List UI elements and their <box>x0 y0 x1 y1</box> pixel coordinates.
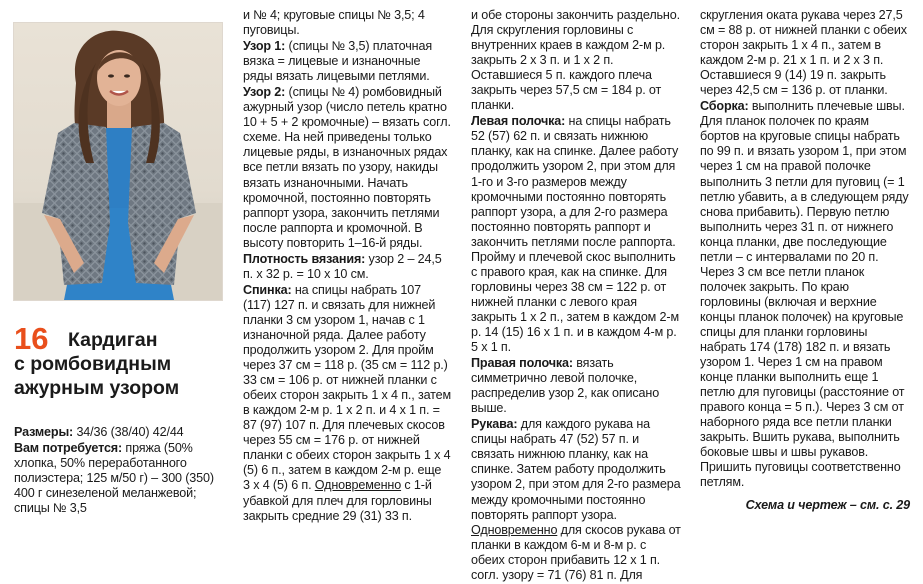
materials-paragraph <box>14 441 224 516</box>
sleeves-simultaneously: Одновременно <box>471 522 558 537</box>
cardigan-photo-illustration <box>14 23 222 300</box>
materials-label: Вам потребуется: <box>14 441 123 456</box>
column-2 <box>471 8 681 584</box>
column-0 <box>14 425 224 517</box>
sleeves-continued: скругления оката рукава через 27,5 см = 88 р. от нижней планки с обеих сторон закрыть 1 х 4 п., затем в каждом 2-м р. 21 х 1 п. и 2 х 3 п. Оставшиеся 9 (14) 19 п. закрыть через 42,5 см = 136 р. от планки. <box>700 8 907 98</box>
column-1 <box>243 8 451 525</box>
pattern-1-text: (спицы № 3,5) платочная вязка = лицевые и изнаночные ряды вязать лицевыми петлями. <box>243 39 432 84</box>
materials-text: пряжа (50% хлопка, 50% переработанного полиэстера; 125 м/50 г) – 300 (350) 400 г синезеленой меланжевой; спицы № 3,5 <box>14 441 214 516</box>
article-number: 16 <box>14 321 49 356</box>
column-3 <box>700 8 910 514</box>
sleeves-paragraph <box>471 417 681 583</box>
assembly-paragraph <box>700 99 910 490</box>
model-photo <box>13 22 223 301</box>
density-text: узор 2 – 24,5 п. х 32 р. = 10 х 10 см. <box>243 251 442 281</box>
left-front-paragraph <box>471 114 681 355</box>
back-continued: и обе стороны закончить раздельно. Для скругления горловины с внутренних краев в каждом 2-м р. закрыть 2 х 3 п. и 1 х 2 п. Оставшиеся 5 п. каждого плеча закрыть через 57,5 см = 184 р. от планки. <box>471 8 680 113</box>
back-tail: с 1-й убавкой для плеч для горловины закрыть средние 29 (31) 33 п. <box>243 478 432 523</box>
chart-reference: Схема и чертеж – см. с. 29 <box>745 497 910 512</box>
sizes-label: Размеры: <box>14 425 74 439</box>
pattern-2-paragraph <box>243 85 451 251</box>
back-simultaneously: Одновременно <box>314 478 402 493</box>
materials-continued: и № 4; круговые спицы № 3,5; 4 пуговицы. <box>243 8 425 38</box>
sleeves-text: для каждого рукава на спицы набрать 47 (52) 57 п. и связать нижнюю планку, как на спинке. Затем работу продолжить узором 2, при этом для 2-го размера между кромочными постоянно повторять раппорт узора. <box>471 417 681 522</box>
density-label: Плотность вязания: <box>243 251 366 266</box>
left-front-label: Левая полочка: <box>471 114 566 129</box>
back-label: Спинка: <box>243 282 292 297</box>
density-paragraph <box>243 252 451 282</box>
sleeves-tail: для скосов рукава от планки в каждом 6-м и 8-м р. с обеих сторон прибавить 12 х 1 п. согл. узору = 71 (76) 81 п. Для <box>471 522 681 582</box>
title-line-2: с ромбовидным <box>14 353 172 375</box>
assembly-label: Сборка: <box>700 99 749 114</box>
pattern-2-label: Узор 2: <box>243 85 286 100</box>
back-paragraph <box>243 283 451 524</box>
right-front-text: вязать симметрично левой полочке, распределив узор 2, как описано выше. <box>471 356 660 416</box>
pattern-1-paragraph <box>243 39 451 84</box>
sleeves-label: Рукава: <box>471 417 518 432</box>
left-front-text: на спицы набрать 52 (57) 62 п. и связать нижнюю планку, как на спинке. Далее работу продолжить узором 2, при этом для 1-го и 3-го размеров между кромочными постоянно повторять раппорт узора, а для 2-го размера постоянно повторять раппорт и закончить петлями после раппорта. Пройму и плечевой скос выполнить с правого края, как на спинке. Для горловины через 38 см = 122 р. от нижней планки с левого края закрыть 1 х 2 п., затем в каждом 2-м р. 14 (15) 16 х 1 п. и в каждом 4-м р. 5 х 1 п. <box>471 114 679 355</box>
title-line-3: ажурным узором <box>14 377 180 399</box>
back-text: на спицы набрать 107 (117) 127 п. и связать для нижней планки 3 см узором 1, начав с 1 изнаночной ряда. Далее работу продолжить узором 2. Для пройм через 37 см = 118 р. (35 см = 112 р.) 33 см = 106 р. от нижней планки с обеих сторон закрыть 1 х 4 п., затем в каждом 2-м р. 1 х 2 п. и 4 х 1 п. = 87 (97) 107 п. Для плечевых скосов через 55 см = 176 р. от нижней планки с обеих сторон закрыть 1 х 4 (5) 6 п., затем в каждом 2-м р. еще 3 х 4 (5) 6 п. <box>243 282 451 493</box>
sizes-paragraph <box>14 425 224 440</box>
assembly-text: выполнить плечевые швы. Для планок полочек по краям бортов на круговые спицы набрать по 99 п. и вязать узором 1, при этом через 1 см на правой полочке выполнить 3 петли для пуговиц (= 1 петлю убавить, а в следующем ряду снова прибавить). Первую петлю выполнить через 31 п. от нижнего конца планки, две последующие петли – с интервалами по 20 п. Через 3 см все петли планок полочек закрыть. По краю горловины (включая и верхние концы планок полочек) на круговые спицы для планки горловины набрать 174 (178) 182 п. и вязать узором 1. Через 1 см на правом конце планки выполнить еще 1 петлю для пуговицы (расстояние от правого конца = 5 п.). Через 3 см от наборного ряда все петли планки закрыть. Вшить рукава, выполнить боковые швы и швы рукавов. Пришить пуговицы соответственно петлям. <box>700 99 909 490</box>
pattern-2-text: (спицы № 4) ромбовидный ажурный узор (число петель кратно 10 + 5 + 2 кромочные) – вязать согл. схеме. На ней приведены только лицевые ряды, в изнаночных рядах все петли вязать по узору, накиды вязать изнаночными. Начать кромочной, постоянно повторять раппорт узора, закончить петлями после раппорта и кромочной. В высоту повторить 1–16-й ряды. <box>243 85 451 250</box>
sizes-value: 34/36 (38/40) 42/44 <box>73 425 184 439</box>
right-front-paragraph <box>471 356 681 416</box>
right-front-label: Правая полочка: <box>471 356 573 371</box>
pattern-1-label: Узор 1: <box>243 39 286 54</box>
title-line-1: Кардиган <box>68 329 158 351</box>
